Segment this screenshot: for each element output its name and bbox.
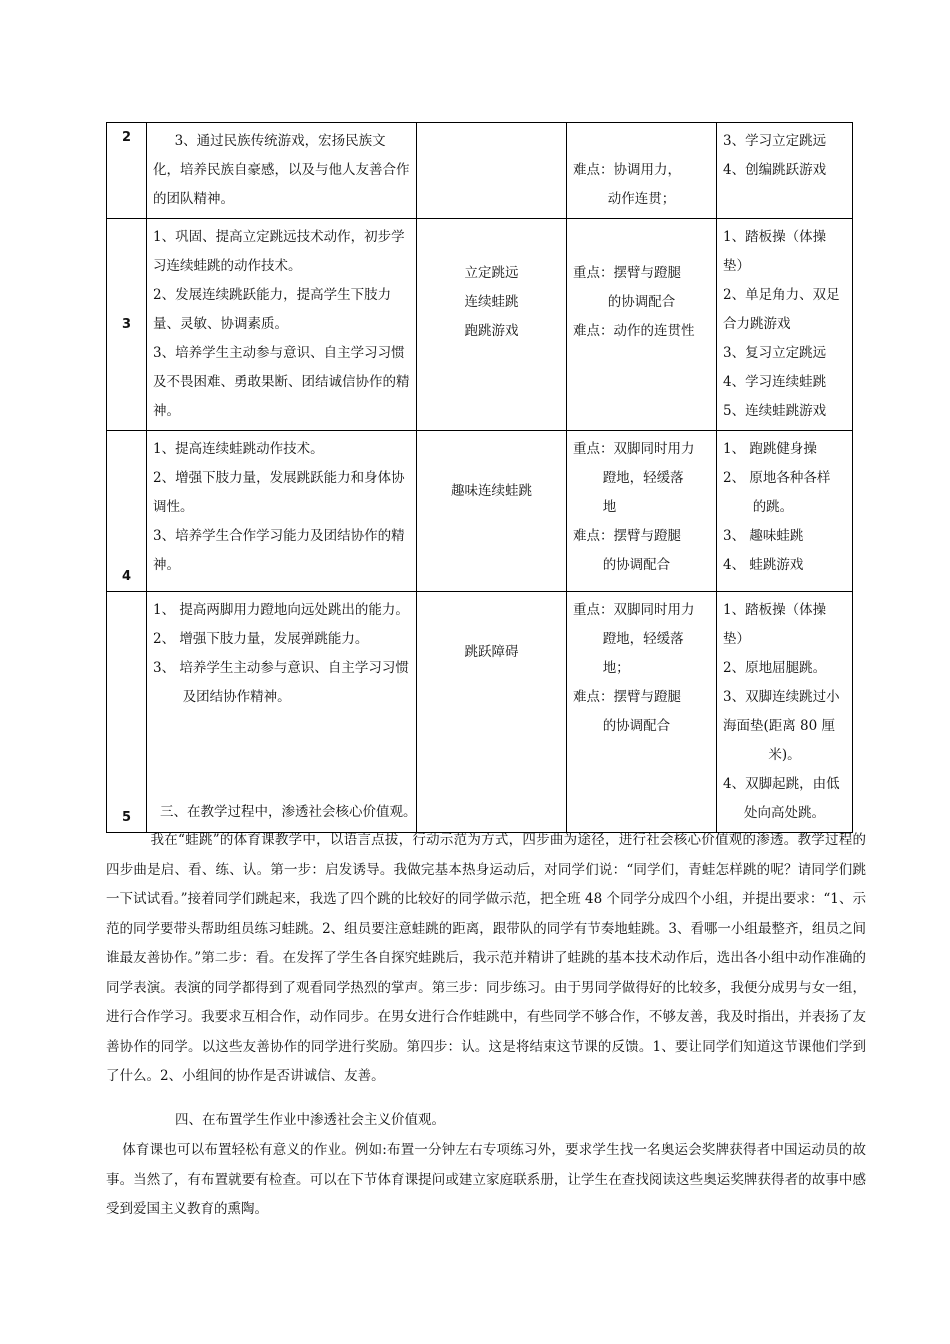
activity-line: 2、原地屈腿跳。: [723, 660, 827, 676]
key-point-line: 的协调配合: [607, 294, 676, 310]
activity-line: 4、双脚起跳，由低: [723, 776, 840, 792]
activity-line: 1、 跑跳健身操: [723, 441, 817, 457]
key-points-cell: [567, 431, 717, 592]
objective-line: 3、培养学生合作学习能力及团结协作的精神。: [153, 528, 405, 573]
activity-line: 2、 原地各种各样: [723, 470, 831, 486]
key-point-line: 难点：摆臂与蹬腿: [573, 689, 681, 705]
objective-line: 2、 增强下肢力量，发展弹跳能力。: [153, 631, 369, 647]
objective-line: 3、培养学生主动参与意识、自主学习习惯及不畏困难、勇敢果断、团结诚信协作的精神。: [153, 345, 410, 419]
section-paragraph: 体育课也可以布置轻松有意义的作业。例如:布置一分钟左右专项练习外，要求学生找一名奥运会奖牌获得者中国运动员的故事。当然了，有布置就要有检查。可以在下节体育课提问或建立家庭联系册，让学生在查找阅读这些奥运奖牌获得者的故事中感受到爱国主义教育的熏陶。: [106, 1142, 866, 1217]
objective-line: 2、发展连续跳跃能力，提高学生下肢力量、灵敏、协调素质。: [153, 287, 392, 332]
content-cell: [417, 592, 567, 833]
content-line: 趣味连续蛙跳: [451, 483, 532, 499]
key-point-line: [573, 127, 710, 156]
objective-line: 1、提高连续蛙跳动作技术。: [153, 441, 324, 457]
activity-line: 2、单足角力、双足合力跳游戏: [723, 287, 840, 332]
section-heading: 三、在教学过程中，渗透社会核心价值观。: [160, 804, 417, 820]
objective-line: 1、巩固、提高立定跳远技术动作，初步学习连续蛙跳的动作技术。: [153, 229, 405, 274]
key-point-line: 地: [602, 499, 617, 515]
content-line: 立定跳远: [464, 265, 519, 281]
objective-line: 2、增强下肢力量，发展跳跃能力和身体协调性。: [153, 470, 405, 515]
content-cell: [417, 123, 567, 219]
objectives-cell: [147, 592, 417, 833]
content-cell: [417, 219, 567, 431]
activity-line: 米)。: [768, 747, 801, 763]
row-number: 3: [107, 219, 147, 431]
lesson-plan-table: [106, 122, 853, 833]
content-cell: [417, 431, 567, 592]
content-line: 连续蛙跳: [464, 294, 519, 310]
activity-line: 1、踏板操（体操垫）: [723, 602, 827, 647]
key-point-line: 动作连贯；: [607, 191, 676, 207]
activity-line: 3、学习立定跳远: [723, 133, 827, 149]
content-line: 跑跳游戏: [464, 323, 519, 339]
activity-line: 3、双脚连续跳过小海面垫(距离 80 厘: [723, 689, 840, 734]
key-point-line: 蹬地，轻缓落: [602, 631, 684, 647]
activity-line: 处向高处跳。: [744, 805, 825, 821]
activity-line: 1、踏板操（体操垫）: [723, 229, 827, 274]
activities-cell: [717, 431, 853, 592]
activities-cell: [717, 592, 853, 833]
activity-line: 5、连续蛙跳游戏: [723, 403, 827, 419]
key-points-cell: [567, 219, 717, 431]
key-point-line: 重点：双脚同时用力: [573, 441, 695, 457]
key-point-line: 难点：协调用力，: [573, 162, 681, 178]
activity-line: 4、创编跳跃游戏: [723, 162, 827, 178]
key-point-line: 蹬地，轻缓落: [602, 470, 684, 486]
activity-line: 的跳。: [752, 499, 794, 515]
content-line: 跳跃障碍: [464, 644, 519, 660]
key-point-line: 难点：摆臂与蹬腿: [573, 528, 681, 544]
objectives-cell: [147, 219, 417, 431]
objectives-cell: [147, 123, 417, 219]
table-row: [107, 592, 853, 833]
table-row: [107, 431, 853, 592]
activity-line: 4、 蛙跳游戏: [723, 557, 804, 573]
row-number: 4: [107, 431, 147, 592]
key-points-cell: [567, 123, 717, 219]
table-row: [107, 219, 853, 431]
activity-line: 4、学习连续蛙跳: [723, 374, 827, 390]
key-point-line: 重点：双脚同时用力: [573, 602, 695, 618]
activity-line: 3、复习立定跳远: [723, 345, 827, 361]
section-heading: 四、在布置学生作业中渗透社会主义价值观。: [175, 1112, 445, 1128]
activity-line: 3、 趣味蛙跳: [723, 528, 804, 544]
row-number: 2: [107, 123, 147, 219]
key-points-cell: [567, 592, 717, 833]
key-point-line: 重点：摆臂与蹬腿: [573, 265, 681, 281]
objective-line: 3、通过民族传统游戏，宏扬民族文化，培养民族自豪感，以及与他人友善合作的团队精神。: [153, 133, 410, 207]
activities-cell: [717, 123, 853, 219]
row-number: 5: [107, 592, 147, 833]
key-point-line: 的协调配合: [602, 557, 671, 573]
key-point-line: 地；: [602, 660, 630, 676]
table-row: [107, 123, 853, 219]
section-paragraph: 我在“蛙跳”的体育课教学中，以语言点拔，行动示范为方式，四步曲为途径，进行社会核心价值观的渗透。教学过程的四步曲是启、看、练、认。第一步：启发诱导。我做完基本热身运动后，对同学们说：“同学们，青蛙怎样跳的呢？请同学们跳一下试试看。”接着同学们跳起来，我选了四个跳的比较好的同学做示范，把全班 48 个同学分成四个小组，并提出要求：“1、示范的同学要带头帮助组员练习蛙跳。2、组员要注意蛙跳的距离，跟带队的同学有节奏地蛙跳。3、看哪一小组最整齐，组员之间谁最友善协作。”第二步：看。在发挥了学生各自探究蛙跳后，我示范并精讲了蛙跳的基本技术动作后，选出各小组中动作准确的同学表演。表演的同学都得到了观看同学热烈的掌声。第三步：同步练习。由于男同学做得好的比较多，我便分成男与女一组，进行合作学习。我要求互相合作，动作同步。在男女进行合作蛙跳中，有些同学不够合作，不够友善，我及时指出，并表扬了友善协作的同学。以这些友善协作的同学进行奖励。第四步：认。这是将结束这节课的反馈。1、要让同学们知道这节课他们学到了什么。2、小组间的协作是否讲诚信、友善。: [106, 832, 866, 1084]
objective-line: 1、 提高两脚用力蹬地向远处跳出的能力。: [153, 602, 409, 618]
activities-cell: [717, 219, 853, 431]
objective-line: 3、 培养学生主动参与意识、自主学习习惯及团结协作精神。: [153, 660, 409, 705]
key-point-line: 的协调配合: [602, 718, 671, 734]
key-point-line: 难点：动作的连贯性: [573, 323, 695, 339]
objectives-cell: [147, 431, 417, 592]
